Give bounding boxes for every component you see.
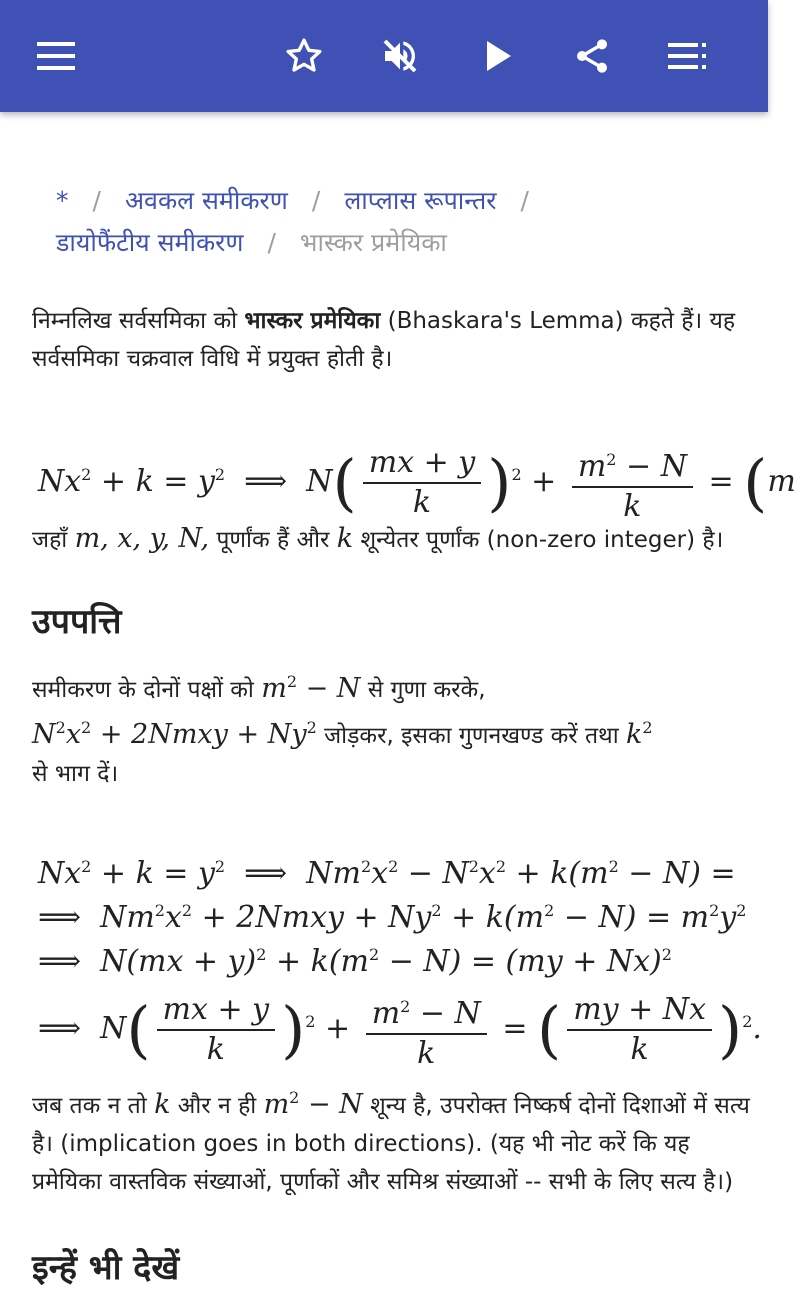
proof-math: $k^2$	[626, 718, 653, 750]
derivation-line: ⟹ $Nm^2x^2$ + 2Nmxy + $Ny^2 + k(m^2 - N) = m^2y^2$	[38, 900, 747, 935]
intro-text: (Bhaskara's Lemma) कहते हैं। यह सर्वसमिका चक्रवाल विधि में प्रयुक्त होती है।	[32, 308, 736, 372]
conclusion-paragraph	[32, 1079, 752, 1201]
proof-paragraph	[32, 663, 752, 793]
share-button[interactable]	[562, 26, 622, 86]
breadcrumb-item-laplace-transform[interactable]: लाप्लास रूपान्तर	[344, 186, 497, 215]
derivation-block	[38, 845, 762, 1071]
favorite-button[interactable]	[274, 26, 334, 86]
play-button[interactable]	[468, 26, 528, 86]
breadcrumb-separator: /	[311, 186, 321, 215]
share-icon	[572, 35, 612, 77]
conclusion-math: k	[154, 1089, 171, 1120]
conclusion-text: जब तक न तो	[32, 1093, 155, 1119]
volume-off-icon	[380, 36, 420, 76]
where-paragraph	[32, 520, 752, 559]
breadcrumb-separator: /	[267, 228, 276, 257]
contents-button[interactable]	[658, 26, 718, 86]
breadcrumb	[56, 180, 752, 264]
proof-text: से भाग दें।	[32, 761, 119, 787]
star-outline-icon	[284, 36, 324, 76]
conclusion-text: शून्य है, उपरोक्त निष्कर्ष दोनों दिशाओं में सत्य है। (implication goes in both directions). (यह भी नोट करें कि यह प्रमेयिका वास्तविक संख्याओं, पूर्णाकों और समिश्र संख्याओं -- सभी के लिए सत्य है।)	[32, 1093, 750, 1195]
proof-text: से गुणा करके,	[360, 677, 486, 703]
mute-button[interactable]	[370, 26, 430, 86]
intro-text: निम्नलिख सर्वसमिका को	[32, 308, 245, 334]
list-icon	[668, 43, 708, 69]
where-text: शून्येतर पूर्णांक (non-zero integer) है।	[353, 527, 724, 553]
menu-icon	[37, 42, 75, 70]
derivation-line: $Nx^2 + k = y^2$ ⟹ $Nm^2x^2 - N^2x^2 + k(m^2 - N)$ =	[38, 856, 736, 891]
derivation-line: ⟹ N( $\frac{mx + y}{k}$ )$^2$ + $\frac{m^2 - N}{k}$ = ( $\frac{my + Nx}{k}$ )$^2$.	[38, 977, 752, 1067]
section-heading-proof: उपपत्ति	[32, 602, 122, 642]
app-toolbar	[0, 0, 768, 112]
section-heading-see-also: इन्हें भी देखें	[32, 1248, 180, 1288]
proof-text: जोड़कर, इसका गुणनखण्ड करें तथा	[316, 723, 627, 749]
breadcrumb-item-differential-equations[interactable]: अवकल समीकरण	[124, 186, 288, 215]
intro-bold-term: भास्कर प्रमेयिका	[244, 308, 381, 334]
conclusion-text: और न ही	[170, 1093, 264, 1119]
where-text: जहाँ	[32, 527, 75, 553]
proof-math: $m^2 - N$	[261, 672, 361, 704]
article-content	[32, 150, 796, 1309]
derivation-line: ⟹ $N(mx + y)^2 + k(m^2 - N) = (my + Nx)^2$	[38, 944, 672, 979]
conclusion-math: $m^2 - N$	[263, 1088, 363, 1120]
proof-math: $N^2x^2$ + 2Nmxy + $Ny^2$	[32, 718, 317, 750]
breadcrumb-item-home[interactable]: *	[56, 186, 69, 215]
breadcrumb-separator: /	[92, 186, 101, 215]
menu-button[interactable]	[26, 26, 86, 86]
lemma-formula: $Nx^2 + k = y^2$ ⟹ N( $\frac{mx + y}{k}$ )$^2$ + $\frac{m^2 - N}{k}$ = (m	[38, 430, 752, 520]
where-text: पूर्णांक हैं और	[209, 527, 337, 553]
proof-text: समीकरण के दोनों पक्षों को	[32, 677, 262, 703]
breadcrumb-current: भास्कर प्रमेयिका	[299, 228, 447, 257]
where-variables: m, x, y, N,	[74, 523, 210, 554]
play-icon	[483, 39, 513, 73]
breadcrumb-separator: /	[520, 186, 529, 215]
where-variable-k: k	[336, 523, 354, 554]
intro-paragraph	[32, 302, 752, 378]
breadcrumb-item-diophantine-equations[interactable]: डायोफैंटीय समीकरण	[56, 228, 244, 257]
